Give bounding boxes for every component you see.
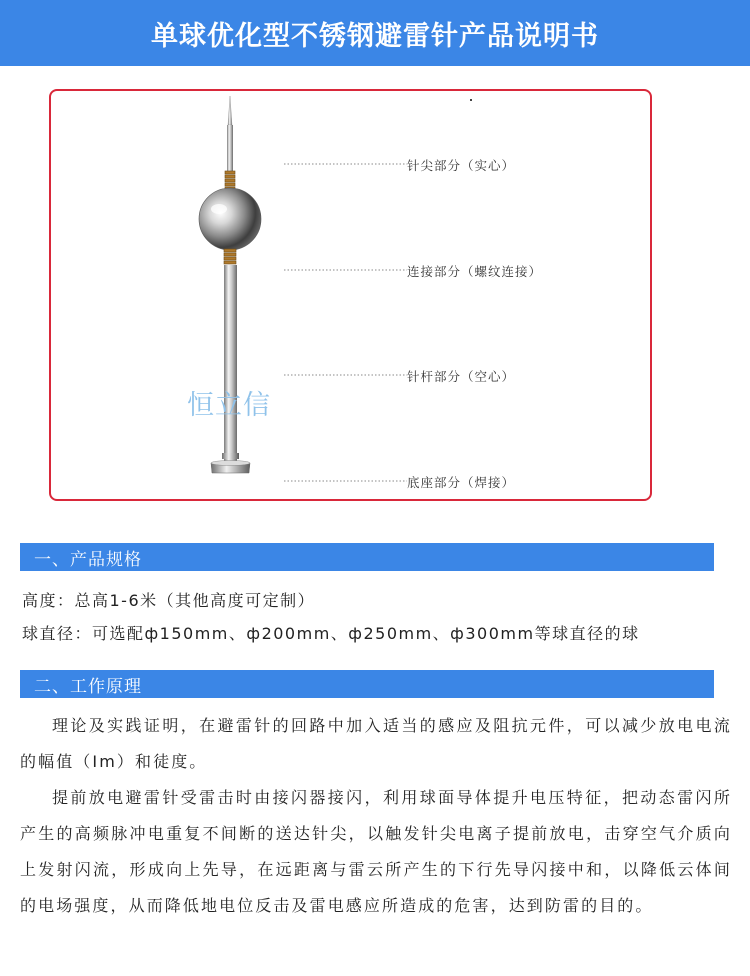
principle-paragraph-1: 理论及实践证明，在避雷针的回路中加入适当的感应及阻抗元件，可以减少放电电流的幅值（Im）和徒度。 xyxy=(20,716,732,771)
upper-thread-connector xyxy=(225,171,235,190)
brand-watermark: 恒立信 xyxy=(187,390,271,421)
rod-shaft xyxy=(224,265,237,461)
product-diagram-frame xyxy=(49,89,652,501)
callout-tip: 针尖部分（实心） xyxy=(407,158,516,173)
principle-text xyxy=(20,708,732,924)
steel-ball xyxy=(199,188,261,250)
page-title: 单球优化型不锈钢避雷针产品说明书 xyxy=(151,20,599,52)
stray-dot xyxy=(470,99,472,101)
spec-ball-diameter: 球直径：可选配ф150mm、ф200mm、ф250mm、ф300mm等球直径的球 xyxy=(22,624,640,643)
lightning-rod-illustration xyxy=(51,91,650,499)
section-header-specs xyxy=(20,543,714,571)
callout-shaft: 针杆部分（空心） xyxy=(407,369,516,384)
callout-connector: 连接部分（螺纹连接） xyxy=(407,264,543,279)
spec-height: 高度：总高1-6米（其他高度可定制） xyxy=(22,591,316,610)
section-title-specs: 一、产品规格 xyxy=(34,549,142,570)
lower-thread-connector xyxy=(224,249,236,264)
section-header-principle xyxy=(20,670,714,698)
principle-paragraph-2: 提前放电避雷针受雷击时由接闪器接闪，利用球面导体提升电压特征，把动态雷闪所产生的高频脉冲电重复不间断的送达针尖，以触发针尖电离子提前放电，击穿空气介质向上发射闪流，形成向上先导，在远距离与雷云所产生的下行先导闪接中和，以降低云体间的电场强度，从而降低地电位反击及雷电感应所造成的危害，达到防雷的目的。 xyxy=(20,788,732,915)
callout-base: 底座部分（焊接） xyxy=(407,475,516,490)
section-title-principle: 二、工作原理 xyxy=(34,676,142,697)
needle-tip xyxy=(228,96,232,125)
header-banner xyxy=(0,0,750,66)
